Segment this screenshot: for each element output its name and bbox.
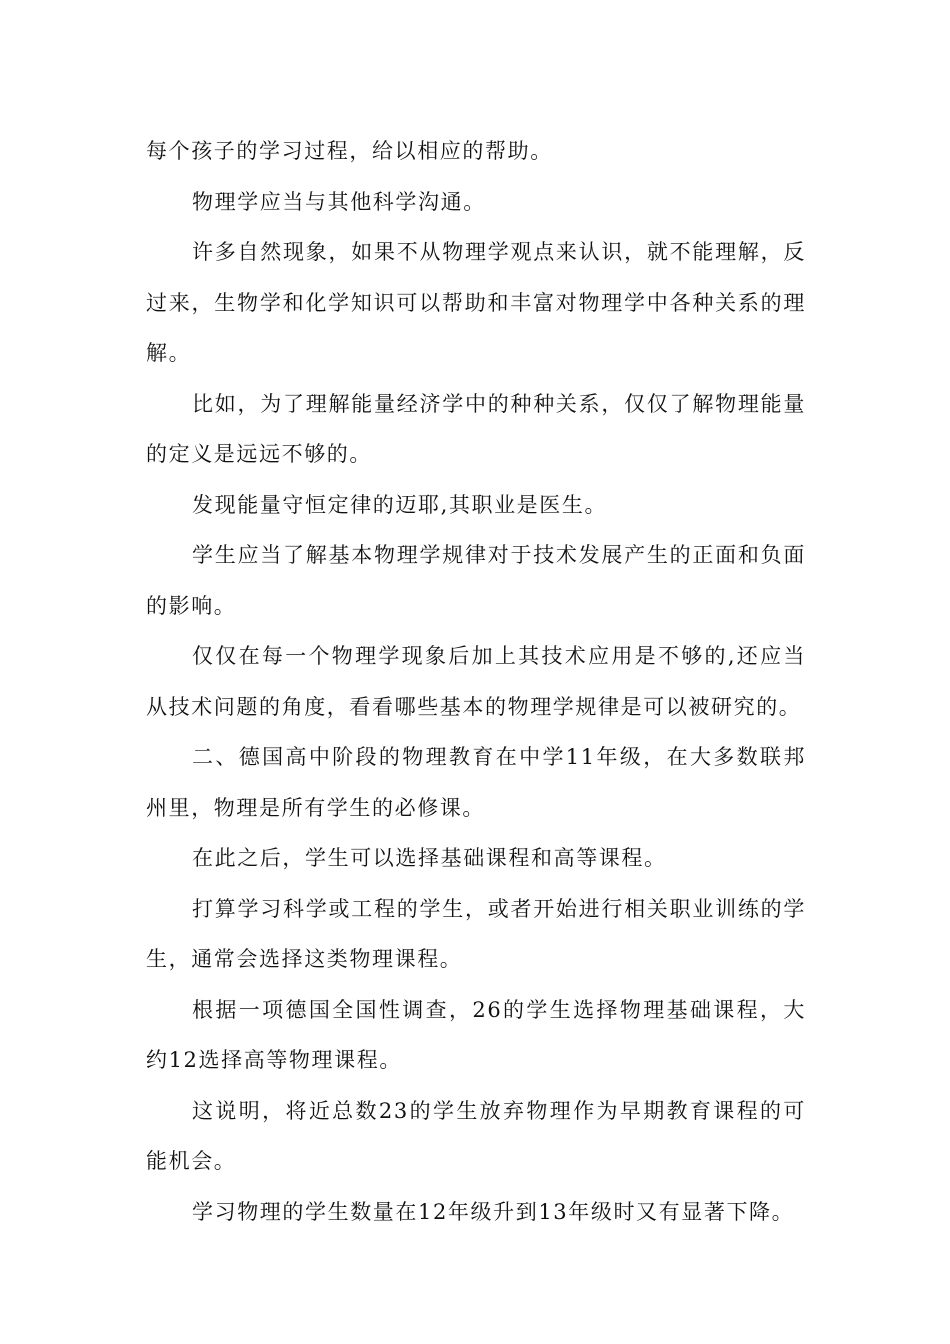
paragraph: 学习物理的学生数量在12年级升到13年级时又有显著下降。 (192, 1199, 795, 1224)
paragraph: 每个孩子的学习过程，给以相应的帮助。 (146, 139, 553, 163)
paragraph: 学生应当了解基本物理学规律对于技术发展产生的正面和负面的影响。 (146, 543, 806, 618)
paragraph: 根据一项德国全国性调查，26的学生选择物理基础课程，大约12选择高等物理课程。 (146, 997, 806, 1072)
paragraph: 许多自然现象，如果不从物理学观点来认识，就不能理解，反过来，生物学和化学知识可以帮助和丰富对物理学中各种关系的理解。 (146, 240, 806, 365)
document-body (146, 126, 806, 1237)
paragraph: 在此之后，学生可以选择基础课程和高等课程。 (192, 846, 667, 870)
paragraph: 这说明，将近总数23的学生放弃物理作为早期教育课程的可能机会。 (146, 1098, 806, 1173)
paragraph: 物理学应当与其他科学沟通。 (192, 189, 486, 214)
paragraph: 打算学习科学或工程的学生，或者开始进行相关职业训练的学生，通常会选择这类物理课程。 (146, 896, 806, 971)
paragraph: 二、德国高中阶段的物理教育在中学11年级，在大多数联邦州里，物理是所有学生的必修课。 (146, 745, 806, 820)
paragraph: 发现能量守恒定律的迈耶,其职业是医生。 (192, 492, 608, 517)
paragraph: 仅仅在每一个物理学现象后加上其技术应用是不够的,还应当从技术问题的角度，看看哪些基本的物理学规律是可以被研究的。 (146, 644, 806, 719)
paragraph: 比如，为了理解能量经济学中的种种关系，仅仅了解物理能量的定义是远远不够的。 (146, 391, 806, 466)
